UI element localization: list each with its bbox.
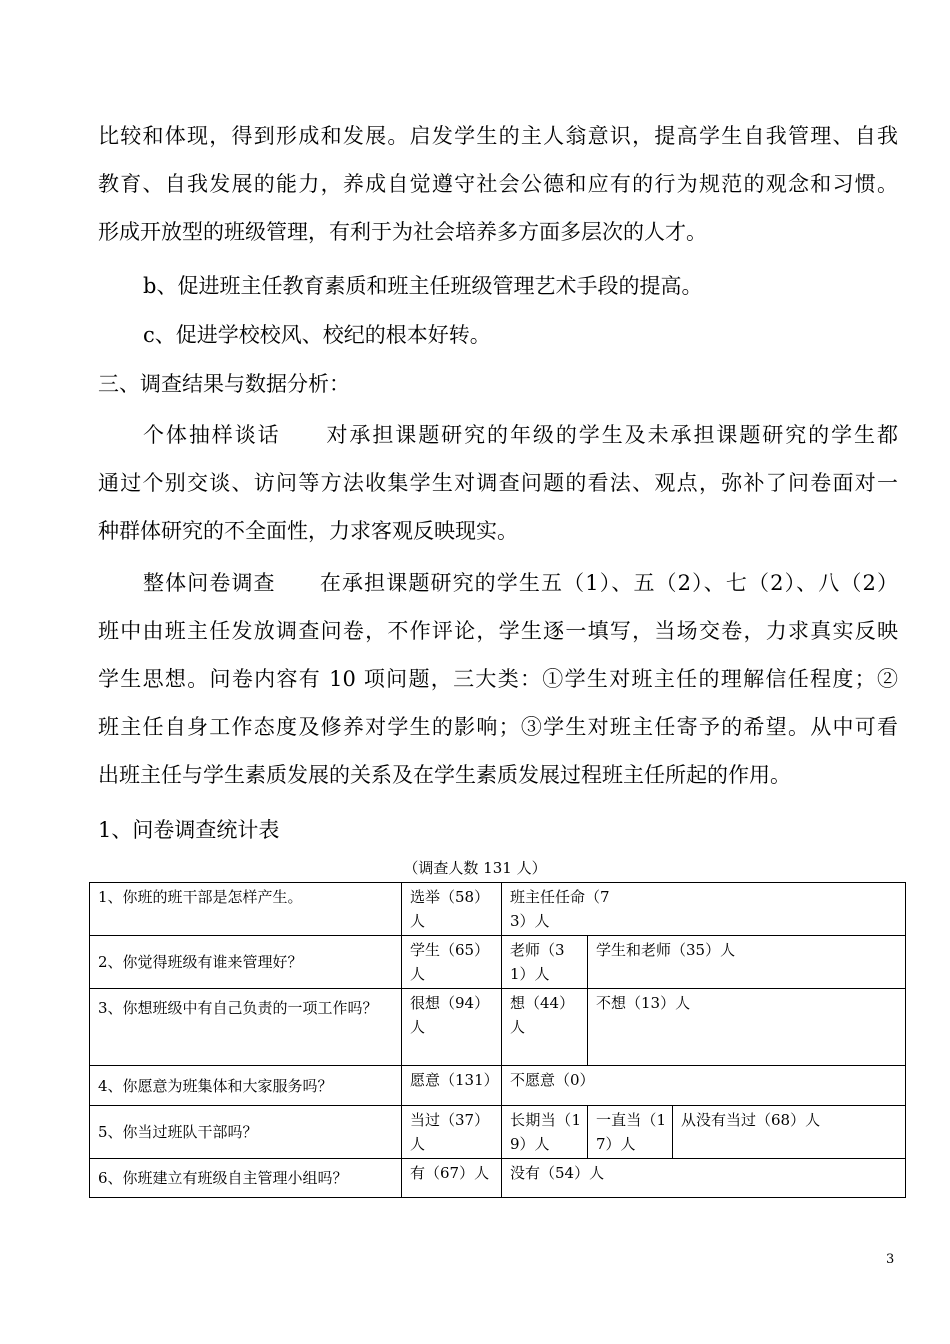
paragraph-continuation xyxy=(98,112,898,256)
survey-statistics-table xyxy=(89,882,906,1198)
answer-cell: 从没有当过（68）人 xyxy=(673,1106,906,1159)
text-line: 形成开放型的班级管理，有利于为社会培养多方面多层次的人才。 xyxy=(98,220,707,244)
table-row xyxy=(90,1066,906,1106)
table-caption: （调查人数 131 人） xyxy=(403,859,547,877)
table-row xyxy=(90,883,906,936)
question-cell: 4、你愿意为班集体和大家服务吗？ xyxy=(90,1066,402,1106)
answer-cell: 有（67）人 xyxy=(402,1159,502,1198)
answer-cell: 很想（94）人 xyxy=(402,989,502,1066)
answer-cell: 学生（65）人 xyxy=(402,936,502,989)
text-line: 个体抽样谈话 对承担课题研究的年级的学生及未承担课题研究的学生都 xyxy=(143,423,898,447)
text-line: c、促进学校校风、校纪的根本好转。 xyxy=(143,323,491,347)
text-line: 班主任自身工作态度及修养对学生的影响；③学生对班主任寄予的希望。从中可看 xyxy=(98,715,898,739)
answer-cell: 长期当（19）人 xyxy=(502,1106,588,1159)
question-cell: 6、你班建立有班级自主管理小组吗？ xyxy=(90,1159,402,1198)
answer-cell: 不想（13）人 xyxy=(588,989,906,1066)
answer-cell: 当过（37）人 xyxy=(402,1106,502,1159)
text-line: 教育、自我发展的能力，养成自觉遵守社会公德和应有的行为规范的观念和习惯。 xyxy=(98,172,898,196)
text-line: 比较和体现，得到形成和发展。启发学生的主人翁意识，提高学生自我管理、自我 xyxy=(98,124,898,148)
paragraph-questionnaire xyxy=(98,559,898,799)
text-line: 种群体研究的不全面性，力求客观反映现实。 xyxy=(98,519,518,543)
question-cell: 1、你班的班干部是怎样产生。 xyxy=(90,883,402,936)
answer-cell: 一直当（17）人 xyxy=(588,1106,673,1159)
page-number: 3 xyxy=(886,1252,895,1267)
answer-cell xyxy=(502,883,906,936)
answer-text: 班主任任命（73）人 xyxy=(510,888,610,930)
question-cell: 2、你觉得班级有谁来管理好？ xyxy=(90,936,402,989)
table-heading xyxy=(98,806,898,854)
text-line: b、促进班主任教育素质和班主任班级管理艺术手段的提高。 xyxy=(143,274,703,298)
paragraph-item-b xyxy=(98,262,943,310)
answer-cell: 想（44）人 xyxy=(502,989,588,1066)
answer-cell: 学生和老师（35）人 xyxy=(588,936,906,989)
text-line: 三、调查结果与数据分析： xyxy=(98,372,350,396)
answer-cell: 愿意（131） xyxy=(402,1066,502,1106)
text-line: 班中由班主任发放调查问卷，不作评论，学生逐一填写，当场交卷，力求真实反映 xyxy=(98,619,898,643)
table-row xyxy=(90,1106,906,1159)
table-row xyxy=(90,1159,906,1198)
question-cell: 3、你想班级中有自己负责的一项工作吗？ xyxy=(90,989,402,1066)
table-row xyxy=(90,936,906,989)
answer-cell: 选举（58）人 xyxy=(402,883,502,936)
question-cell: 5、你当过班队干部吗？ xyxy=(90,1106,402,1159)
paragraph-individual-interview xyxy=(98,411,898,555)
table-row xyxy=(90,989,906,1066)
answer-cell: 老师（31）人 xyxy=(502,936,588,989)
text-line: 1、问卷调查统计表 xyxy=(98,818,280,842)
text-line: 整体问卷调查 在承担课题研究的学生五（1）、五（2）、七（2）、八（2） xyxy=(143,571,898,595)
section-heading xyxy=(98,360,898,408)
answer-cell: 不愿意（0） xyxy=(502,1066,906,1106)
paragraph-item-c xyxy=(98,311,943,359)
text-line: 学生思想。问卷内容有 10 项问题，三大类：①学生对班主任的理解信任程度；② xyxy=(98,667,898,691)
text-line: 通过个别交谈、访问等方法收集学生对调查问题的看法、观点，弥补了问卷面对一 xyxy=(98,471,898,495)
text-line: 出班主任与学生素质发展的关系及在学生素质发展过程班主任所起的作用。 xyxy=(98,763,791,787)
answer-cell: 没有（54）人 xyxy=(502,1159,906,1198)
